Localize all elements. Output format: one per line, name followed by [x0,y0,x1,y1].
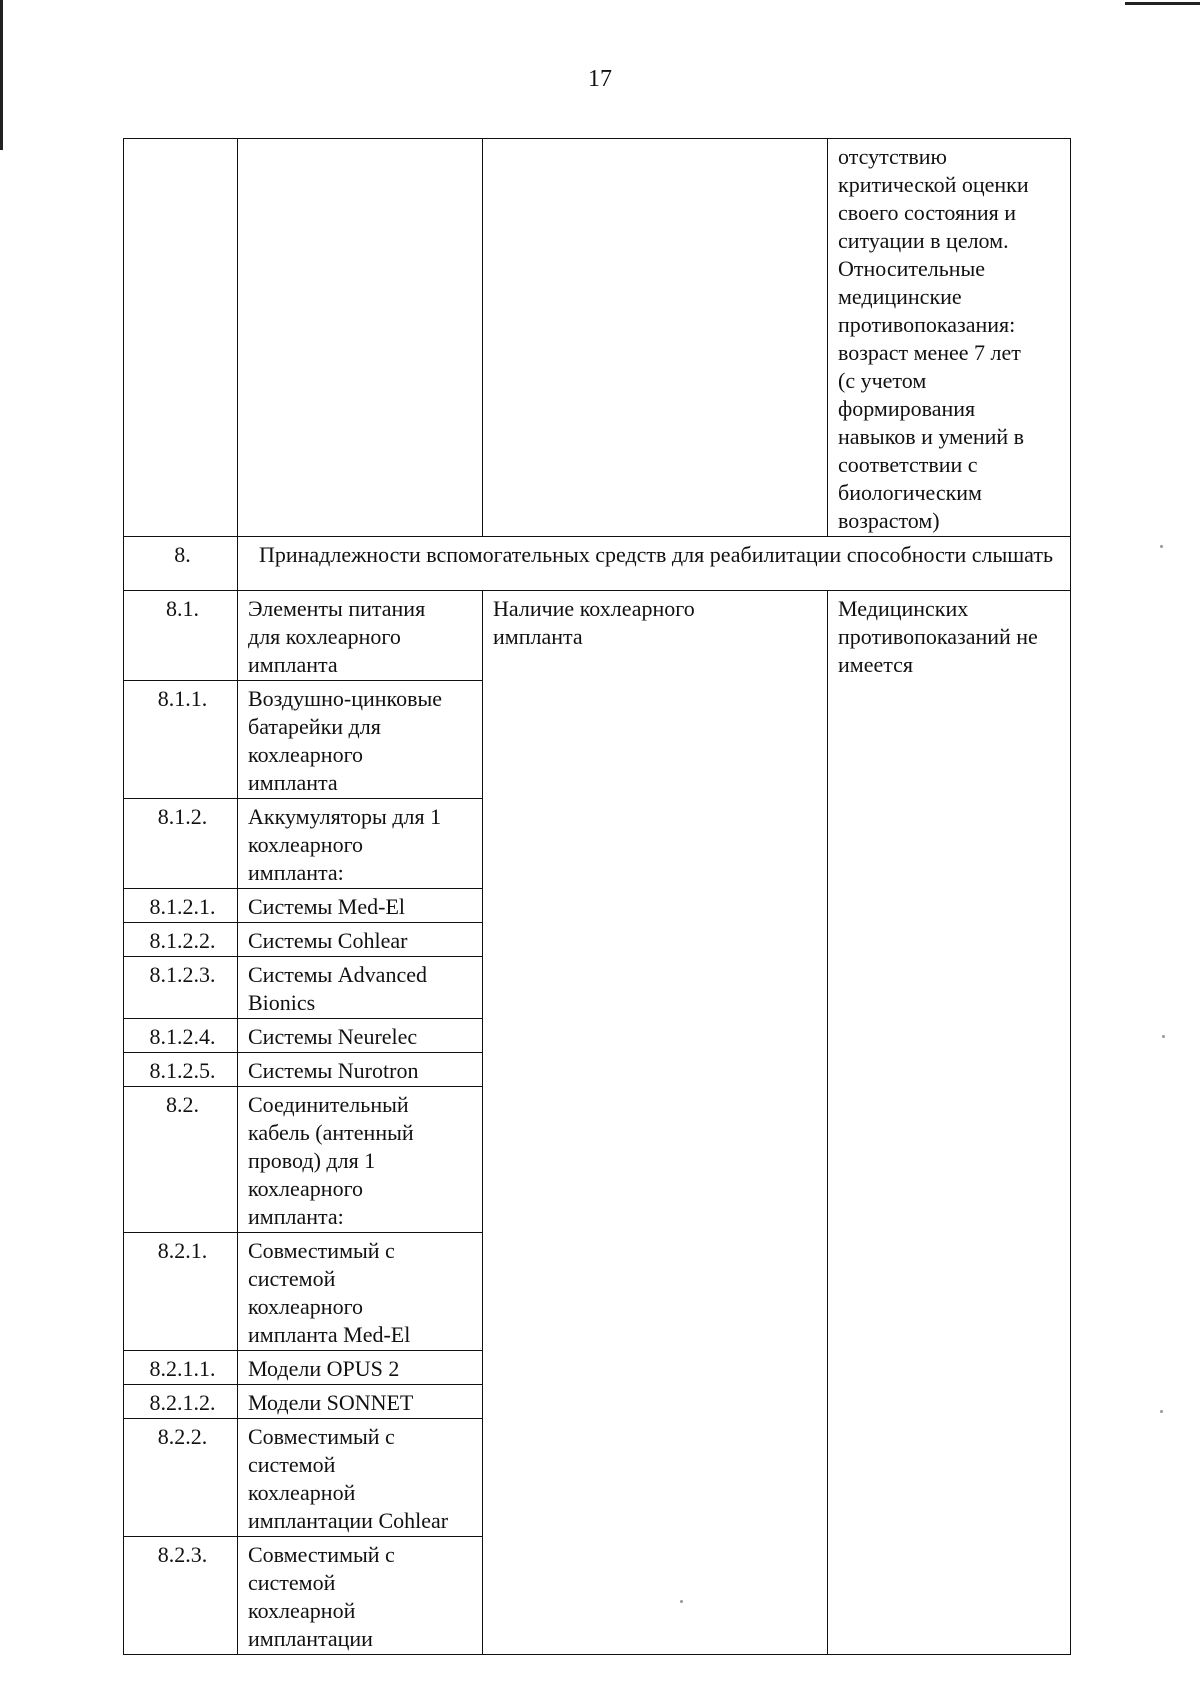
item-name: Соединительный кабель (антенный провод) для 1 кохлеарного импланта: [238,1087,483,1233]
document-table [123,138,1071,1655]
item-number: 8.1.2. [124,799,238,889]
contraindication-cell: Медицинских противопоказаний не имеется [828,591,1071,1655]
item-number: 8.2.1.2. [124,1385,238,1419]
item-name: Элементы питания для кохлеарного импланта [238,591,483,681]
item-number: 8.1.2.2. [124,923,238,957]
continuation-row [124,139,1071,537]
section-title: Принадлежности вспомогательных средств для реабилитации способности слышать [238,537,1071,591]
page-number: 17 [588,66,612,92]
item-name: Системы Advanced Bionics [238,957,483,1019]
item-name: Совместимый с системой кохлеарной имплантации Cohlear [238,1419,483,1537]
scan-edge-mark [1125,2,1200,5]
item-name: Системы Cohlear [238,923,483,957]
item-name: Системы Neurelec [238,1019,483,1053]
item-number: 8.1.2.3. [124,957,238,1019]
item-number: 8.2. [124,1087,238,1233]
item-name: Модели OPUS 2 [238,1351,483,1385]
item-name: Совместимый с системой кохлеарной имплантации [238,1537,483,1655]
item-number: 8.2.1. [124,1233,238,1351]
indication-cell: Наличие кохлеарного импланта [483,591,828,1655]
item-number: 8.1.2.5. [124,1053,238,1087]
item-name: Системы Med-El [238,889,483,923]
section-row [124,537,1071,591]
item-name: Совместимый с системой кохлеарного импланта Med-El [238,1233,483,1351]
item-number: 8.1. [124,591,238,681]
table-row [124,591,1071,681]
continuation-num-cell [124,139,238,537]
item-name: Системы Nurotron [238,1053,483,1087]
section-number: 8. [124,537,238,591]
scan-speck [1160,545,1163,548]
continuation-name-cell [238,139,483,537]
continuation-contraindication-cell: отсутствию критической оценки своего состояния и ситуации в целом. Относительные медицинские противопоказания: возраст менее 7 лет (с учетом формирования навыков и умений в соответствии с биологическим возрастом) [828,139,1071,537]
item-number: 8.2.3. [124,1537,238,1655]
scan-speck [1162,1035,1165,1038]
item-number: 8.2.1.1. [124,1351,238,1385]
item-number: 8.1.1. [124,681,238,799]
item-number: 8.1.2.1. [124,889,238,923]
item-number: 8.2.2. [124,1419,238,1537]
item-name: Аккумуляторы для 1 кохлеарного импланта: [238,799,483,889]
continuation-indication-cell [483,139,828,537]
item-name: Воздушно-цинковые батарейки для кохлеарного импланта [238,681,483,799]
scan-speck [1160,1410,1163,1413]
item-name: Модели SONNET [238,1385,483,1419]
item-number: 8.1.2.4. [124,1019,238,1053]
